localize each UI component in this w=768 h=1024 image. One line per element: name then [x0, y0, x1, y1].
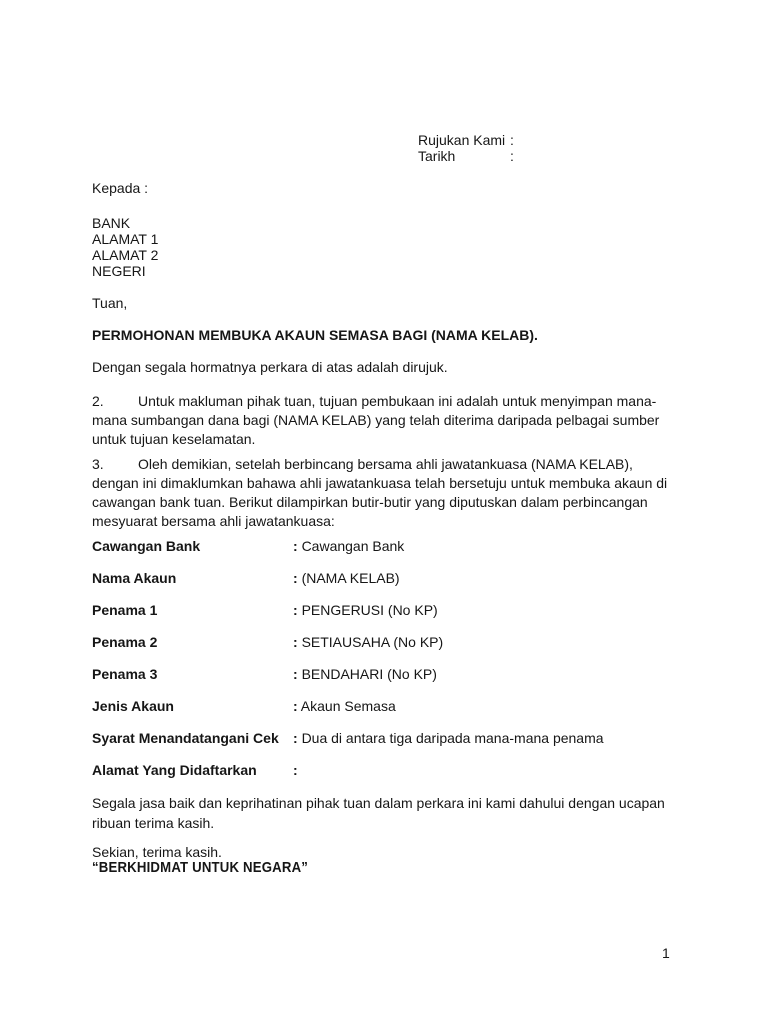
detail-value: BENDAHARI (No KP) [301, 666, 437, 682]
detail-row-nama-akaun [92, 569, 678, 588]
paragraph-2-number: 2. [92, 393, 104, 409]
salutation: Tuan, [92, 295, 128, 311]
detail-value: Dua di antara tiga daripada mana-mana penama [301, 730, 604, 746]
closing-sekian: Sekian, terima kasih. [92, 844, 222, 860]
tarikh-colon: : [510, 148, 514, 164]
detail-label: Nama Akaun [92, 570, 177, 586]
detail-value: Cawangan Bank [301, 538, 405, 554]
tarikh-label: Tarikh [418, 148, 456, 164]
reference-block [418, 132, 678, 164]
recipient-address-1: ALAMAT 1 [92, 231, 159, 247]
detail-colon: : [293, 602, 298, 618]
detail-colon: : [293, 570, 298, 586]
paragraph-3 [92, 455, 678, 531]
detail-row-syarat-cek [92, 729, 678, 748]
detail-colon: : [293, 762, 298, 778]
closing-motto: “BERKHIDMAT UNTUK NEGARA” [92, 859, 309, 876]
rujukan-kami-label: Rujukan Kami [418, 132, 506, 148]
detail-colon: : [293, 634, 298, 650]
detail-label: Penama 1 [92, 602, 158, 618]
detail-value: PENGERUSI (No KP) [301, 602, 438, 618]
detail-colon: : [293, 666, 298, 682]
detail-row-penama-3 [92, 665, 678, 684]
detail-value: Akaun Semasa [300, 698, 396, 714]
recipient-bank: BANK [92, 215, 131, 231]
detail-value: SETIAUSAHA (No KP) [301, 634, 444, 650]
subject-line: PERMOHONAN MEMBUKA AKAUN SEMASA BAGI (NAMA KELAB). [92, 327, 538, 343]
detail-row-penama-2 [92, 633, 678, 652]
detail-colon: : [293, 730, 298, 746]
closing-thanks: Segala jasa baik dan keprihatinan pihak tuan dalam perkara ini kami dahului dengan ucapan ribuan terima kasih. [92, 795, 665, 831]
paragraph-3-number: 3. [92, 456, 104, 472]
paragraph-2-text: Untuk makluman pihak tuan, tujuan pembukaan ini adalah untuk menyimpan mana-mana sumbangan dana bagi (NAMA KELAB) yang telah diterima daripada pelbagai sumber untuk tujuan keselamatan. [92, 393, 660, 447]
detail-label: Alamat Yang Didaftarkan [92, 762, 257, 778]
reference-row [418, 132, 678, 148]
detail-label: Penama 3 [92, 666, 158, 682]
detail-value: (NAMA KELAB) [301, 570, 400, 586]
paragraph-2 [92, 392, 678, 449]
detail-row-cawangan-bank [92, 537, 678, 556]
detail-row-penama-1 [92, 601, 678, 620]
intro-paragraph: Dengan segala hormatnya perkara di atas adalah dirujuk. [92, 359, 448, 375]
paragraph-3-text: Oleh demikian, setelah berbincang bersama ahli jawatankuasa (NAMA KELAB), dengan ini dimaklumkan bahawa ahli jawatankuasa telah bersetuju untuk membuka akaun di cawangan bank tuan. Berikut dilampirkan butir-butir yang diputuskan dalam perbincangan mesyuarat bersama ahli jawatankuasa: [92, 456, 668, 529]
recipient-address-2: ALAMAT 2 [92, 247, 159, 263]
detail-label: Syarat Menandatangani Cek [92, 730, 279, 746]
detail-row-jenis-akaun [92, 697, 678, 716]
detail-colon: : [293, 698, 298, 714]
detail-colon: : [293, 538, 298, 554]
recipient-state: NEGERI [92, 263, 146, 279]
detail-row-alamat-didaftarkan [92, 761, 678, 780]
detail-label: Cawangan Bank [92, 538, 201, 554]
page-number: 1 [662, 945, 670, 961]
detail-label: Jenis Akaun [92, 698, 174, 714]
account-details [92, 537, 678, 793]
recipient-address [92, 215, 678, 279]
tarikh-row [418, 148, 678, 164]
kepada-line: Kepada : [92, 180, 149, 196]
rujukan-kami-colon: : [510, 132, 514, 148]
detail-label: Penama 2 [92, 634, 158, 650]
